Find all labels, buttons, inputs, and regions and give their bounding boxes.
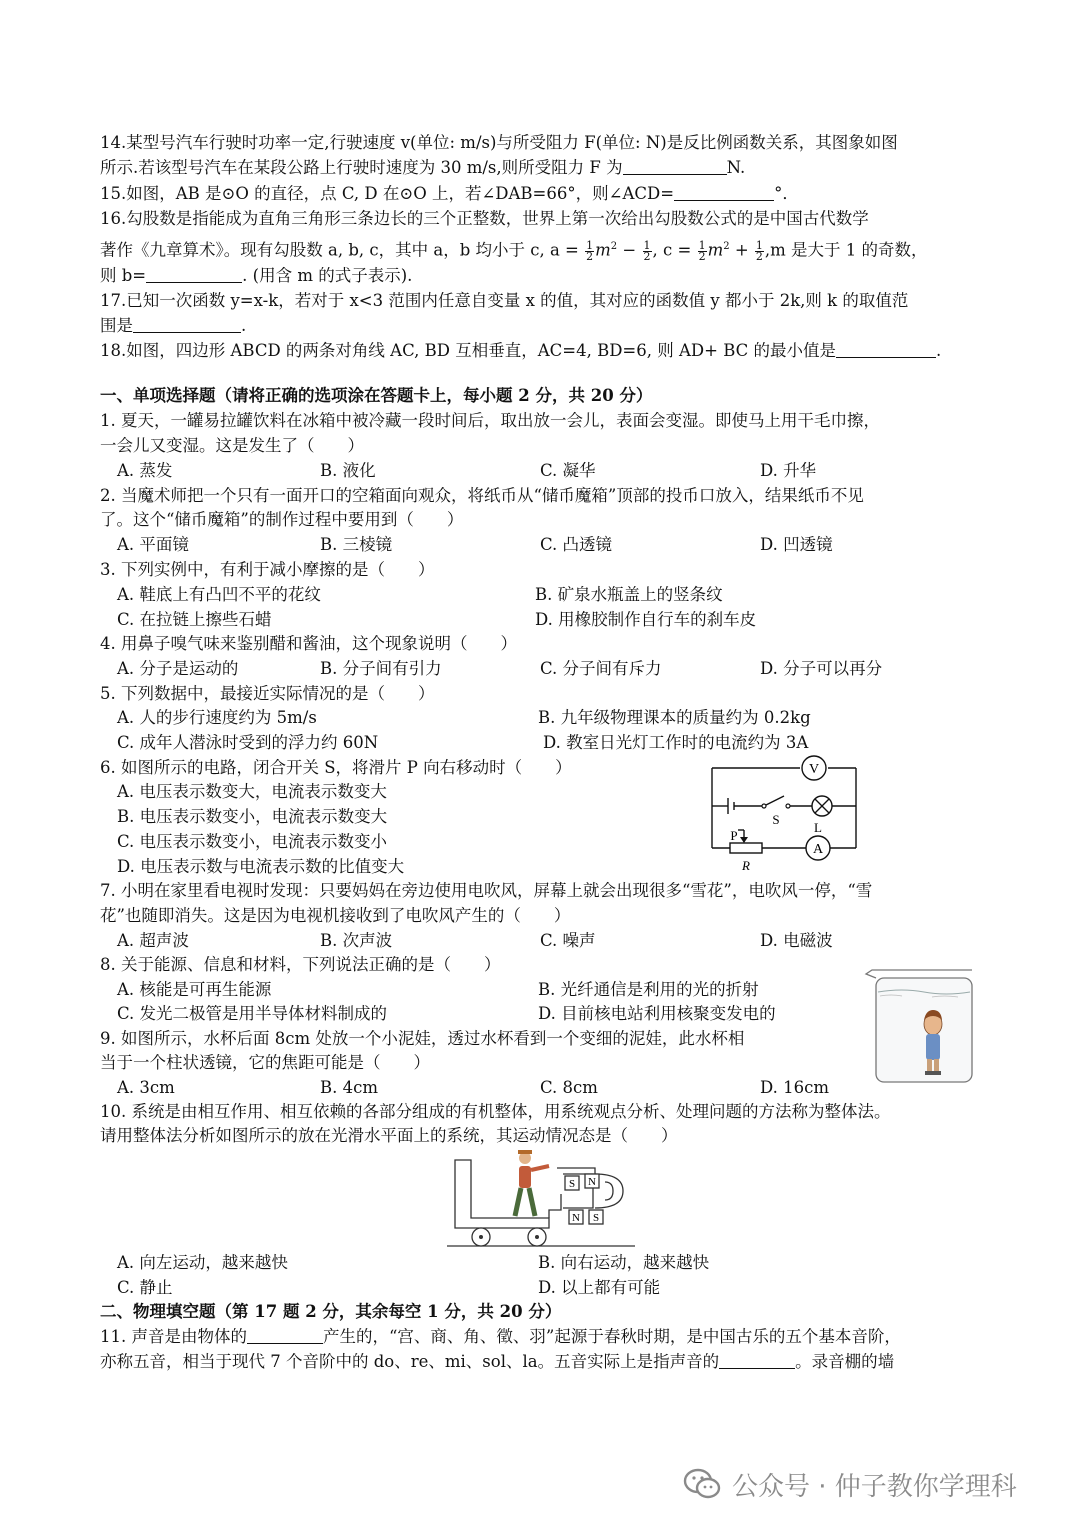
- resistor-label: R: [742, 858, 750, 873]
- q9-option-c[interactable]: C. 8cm: [540, 1078, 598, 1097]
- q3-option-c[interactable]: C. 在拉链上擦些石蜡: [117, 610, 272, 629]
- p1-line2: 一会儿又变湿。这是发生了（ ）: [100, 436, 364, 455]
- q6-option-a[interactable]: A. 电压表示数变大，电流表示数变大: [117, 782, 387, 801]
- q10-option-d[interactable]: D. 以上都有可能: [538, 1278, 661, 1297]
- q7-option-a[interactable]: A. 超声波: [117, 931, 189, 950]
- q8-option-b[interactable]: B. 光纤通信是利用的光的折射: [538, 980, 759, 999]
- q2-option-d[interactable]: D. 凹透镜: [760, 535, 833, 554]
- p4-line: 4. 用鼻子嗅气味来鉴别醋和酱油，这个现象说明（ ）: [100, 634, 517, 653]
- q8-option-d[interactable]: D. 目前核电站利用核聚变发电的: [538, 1004, 776, 1023]
- q15-line: 15.如图，AB 是⊙O 的直径，点 C, D 在⊙O 上，若∠DAB=66°，则∠ACD= °．: [100, 184, 799, 203]
- p11-answer-blank: [247, 1327, 323, 1344]
- circuit-diagram: [700, 752, 870, 874]
- lamp-label: L: [814, 820, 822, 835]
- fraction-half: $\frac{1}{2}$: [586, 238, 594, 263]
- q3-option-a[interactable]: A. 鞋底上有凸凹不平的花纹: [117, 585, 321, 604]
- p2-line1: 2. 当魔术师把一个只有一面开口的空箱面向观众，将纸币从“储币魔箱”顶部的投币口放入，结果纸币不见: [100, 486, 864, 505]
- fraction-half: $\frac{1}{2}$: [643, 238, 651, 263]
- q5-option-d[interactable]: D. 教室日光灯工作时的电流约为 3A: [543, 733, 809, 752]
- p11-line1: 11. 声音是由物体的 产生的，“宫、商、角、徵、羽”起源于春秋时期，是中国古乐的五个基本音阶，: [100, 1327, 901, 1346]
- q7-option-c[interactable]: C. 噪声: [540, 931, 596, 950]
- ammeter-label: A: [812, 842, 824, 857]
- q17-line2: 围是 .: [100, 316, 247, 335]
- q10-option-c[interactable]: C. 静止: [117, 1278, 173, 1297]
- q5-option-c[interactable]: C. 成年人潜泳时受到的浮力约 60N: [117, 733, 379, 752]
- q14-line1: 14.某型号汽车行驶时功率一定,行驶速度 v(单位: m/s)与所受阻力 F(单位: N)是反比例函数关系，其图象如图: [100, 133, 898, 152]
- section-2-heading: 二、物理填空题（第 17 题 2 分，其余每空 1 分，共 20 分）: [100, 1302, 562, 1321]
- q6-option-c[interactable]: C. 电压表示数变小，电流表示数变小: [117, 832, 388, 851]
- q8-option-c[interactable]: C. 发光二极管是用半导体材料制成的: [117, 1004, 388, 1023]
- p9-line2: 当于一个柱状透镜，它的焦距可能是（ ）: [100, 1053, 430, 1072]
- p6-line: 6. 如图所示的电路，闭合开关 S，将滑片 P 向右移动时（ ）: [100, 758, 572, 777]
- q8-option-a[interactable]: A. 核能是可再生能源: [117, 980, 272, 999]
- q16-line3: 则 b= . (用含 m 的式子表示).: [100, 266, 413, 285]
- p11-line2: 亦称五音，相当于现代 7 个音阶中的 do、re、mi、sol、la。五音实际上是指声音的 。录音棚的墙: [100, 1352, 895, 1371]
- p8-line: 8. 关于能源、信息和材料，下列说法正确的是（ ）: [100, 955, 501, 974]
- p10-line1: 10. 系统是由相互作用、相互依赖的各部分组成的有机整体，用系统观点分析、处理问题的方法称为整体法。: [100, 1102, 891, 1121]
- section-1-heading: 一、单项选择题（请将正确的选项涂在答题卡上，每小题 2 分，共 20 分）: [100, 386, 653, 405]
- q10-option-a[interactable]: A. 向左运动，越来越快: [117, 1253, 288, 1272]
- q14-line2: 所示.若该型号汽车在某段公路上行驶时速度为 30 m/s,则所受阻力 F 为 N.: [100, 158, 746, 177]
- q5-option-a[interactable]: A. 人的步行速度约为 5m/s: [117, 708, 317, 727]
- p3-line: 3. 下列实例中，有利于减小摩擦的是（ ）: [100, 560, 435, 579]
- p2-line2: 了。这个“储币魔箱”的制作过程中要用到（ ）: [100, 510, 464, 529]
- q16-line2: 著作《九章算术》。现有勾股数 a, b, c，其中 a，b 均小于 c, a = $\frac{1}{2}$ $m^2$ − $\frac{1}{2}$ , c = $\frac{1}{2}$ $m^2$ + $\frac{1}{2}$ ,m 是大于 1 的奇数，: [100, 238, 928, 263]
- q16-answer-blank: [146, 266, 242, 283]
- cart-magnet-figure: [445, 1148, 640, 1250]
- q6-option-d[interactable]: D. 电压表示数与电流表示数的比值变大: [117, 857, 405, 876]
- q18-answer-blank: [836, 341, 936, 358]
- q9-option-d[interactable]: D. 16cm: [760, 1078, 830, 1097]
- q2-option-b[interactable]: B. 三棱镜: [320, 535, 393, 554]
- q1-option-d[interactable]: D. 升华: [760, 461, 817, 480]
- p9-line1: 9. 如图所示，水杯后面 8cm 处放一个小泥娃，透过水杯看到一个变细的泥娃，此水杯相: [100, 1029, 745, 1048]
- q1-option-a[interactable]: A. 蒸发: [117, 461, 173, 480]
- q4-option-a[interactable]: A. 分子是运动的: [117, 659, 239, 678]
- p10-line2: 请用整体法分析如图所示的放在光滑水平面上的系统，其运动情况态是（ ）: [100, 1126, 678, 1145]
- slider-label: P: [730, 828, 738, 843]
- watermark-text: 公众号 · 仲子教你学理科: [732, 1471, 1017, 1502]
- q2-option-a[interactable]: A. 平面镜: [117, 535, 189, 554]
- q1-option-c[interactable]: C. 凝华: [540, 461, 596, 480]
- magnet-pole-label: N: [588, 1176, 596, 1188]
- magnet-pole-label: N: [572, 1212, 580, 1224]
- q9-option-b[interactable]: B. 4cm: [320, 1078, 378, 1097]
- switch-label: S: [772, 812, 780, 827]
- p5-line: 5. 下列数据中，最接近实际情况的是（ ）: [100, 684, 435, 703]
- fraction-half: $\frac{1}{2}$: [698, 238, 706, 263]
- q6-option-b[interactable]: B. 电压表示数变小，电流表示数变大: [117, 807, 388, 826]
- q4-option-b[interactable]: B. 分子间有引力: [320, 659, 442, 678]
- watermark: [682, 1462, 1017, 1506]
- q15-answer-blank: [674, 184, 774, 201]
- wechat-logo-icon: [682, 1467, 722, 1501]
- p11-answer-blank: [719, 1352, 795, 1369]
- q7-option-d[interactable]: D. 电磁波: [760, 931, 833, 950]
- voltmeter-label: V: [808, 762, 820, 777]
- q1-option-b[interactable]: B. 液化: [320, 461, 376, 480]
- q4-option-d[interactable]: D. 分子可以再分: [760, 659, 883, 678]
- q16-line1: 16.勾股数是指能成为直角三角形三条边长的三个正整数，世界上第一次给出勾股数公式的是中国古代数学: [100, 209, 869, 228]
- magnet-pole-label: S: [592, 1212, 600, 1224]
- q17-answer-blank: [133, 316, 241, 333]
- q7-option-b[interactable]: B. 次声波: [320, 931, 393, 950]
- person-icon: [515, 1150, 549, 1216]
- p7-line1: 7. 小明在家里看电视时发现：只要妈妈在旁边使用电吹风，屏幕上就会出现很多“雪花”，电吹风一停，“雪: [100, 881, 873, 900]
- q9-option-a[interactable]: A. 3cm: [117, 1078, 175, 1097]
- q10-option-b[interactable]: B. 向右运动，越来越快: [538, 1253, 710, 1272]
- q2-option-c[interactable]: C. 凸透镜: [540, 535, 613, 554]
- beaker-figure: [862, 966, 980, 1088]
- p1-line1: 1. 夏天，一罐易拉罐饮料在冰箱中被冷藏一段时间后，取出放一会儿，表面会变湿。即使马上用干毛巾擦，: [100, 411, 880, 430]
- q18-line: 18.如图，四边形 ABCD 的两条对角线 AC, BD 互相垂直，AC=4, BD=6, 则 AD+ BC 的最小值是 .: [100, 341, 942, 360]
- q4-option-c[interactable]: C. 分子间有斥力: [540, 659, 662, 678]
- q3-option-b[interactable]: B. 矿泉水瓶盖上的竖条纹: [535, 585, 723, 604]
- q17-line1: 17.已知一次函数 y=x-k，若对于 x<3 范围内任意自变量 x 的值，其对应的函数值 y 都小于 2k,则 k 的取值范: [100, 291, 909, 310]
- q14-answer-blank: [623, 158, 727, 175]
- fraction-half: $\frac{1}{2}$: [755, 238, 763, 263]
- q5-option-b[interactable]: B. 九年级物理课本的质量约为 0.2kg: [538, 708, 811, 727]
- q3-option-d[interactable]: D. 用橡胶制作自行车的刹车皮: [535, 610, 757, 629]
- magnet-pole-label: S: [568, 1178, 576, 1190]
- p7-line2: 花”也随即消失。这是因为电视机接收到了电吹风产生的（ ）: [100, 906, 571, 925]
